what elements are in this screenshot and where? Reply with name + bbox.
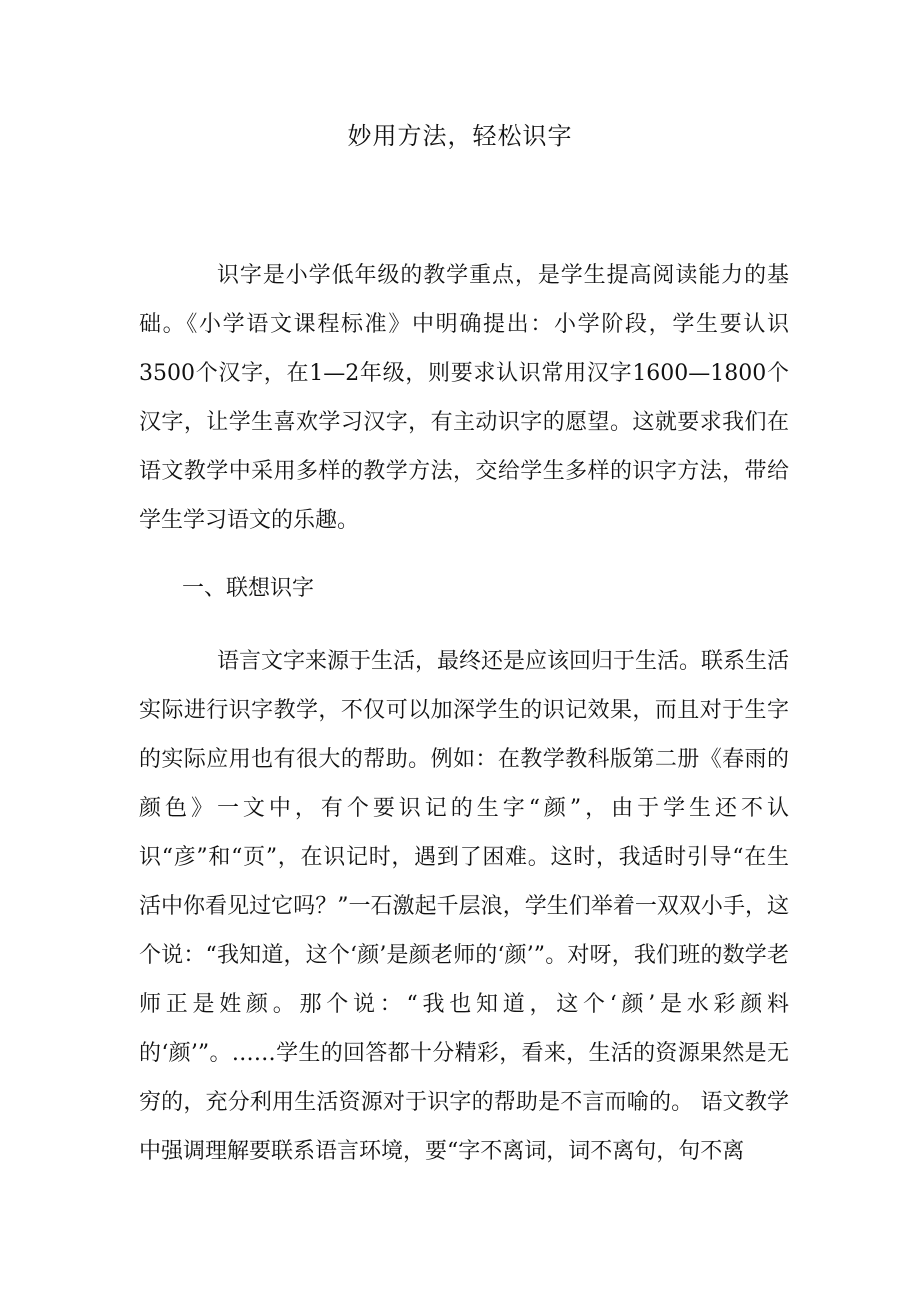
- section-heading: 一、联想识字: [182, 576, 315, 601]
- document-title: 妙用方法，轻松识字: [347, 122, 573, 150]
- section-paragraph: 语言文字来源于生活，最终还是应该回归于生活。联系生活实际进行识字教学，不仅可以加深学生的识记效果，而且对于生字的实际应用也有很大的帮助。例如：在教学教科版第二册《春雨的颜色》一文中，有个要识记的生字“颜”，由于学生还不认识“彦”和“页”，在识记时，遇到了困难。这时，我适时引导“在生活中你看见过它吗？”一石激起千层浪，学生们举着一双双小手，这个说：“我知道，这个‘颜’是颜老师的‘颜’”。对呀，我们班的数学老师正是姓颜。那个说：“我也知道，这个‘颜’是水彩颜料的‘颜’”。……学生的回答都十分精彩，看来，生活的资源果然是无穷的，充分利用生活资源对于识字的帮助是不言而喻的。 语文教学中强调理解要联系语言环境，要“字不离词，词不离句，句不离: [139, 649, 790, 1164]
- intro-paragraph: 识字是小学低年级的教学重点，是学生提高阅读能力的基础。《小学语文课程标准》中明确提出：小学阶段，学生要认识3500个汉字，在1—2年级，则要求认识常用汉字1600—1800个汉字，让学生喜欢学习汉字，有主动识字的愿望。这就要求我们在语文教学中采用多样的教学方法，交给学生多样的识字方法，带给学生学习语文的乐趣。: [139, 263, 789, 533]
